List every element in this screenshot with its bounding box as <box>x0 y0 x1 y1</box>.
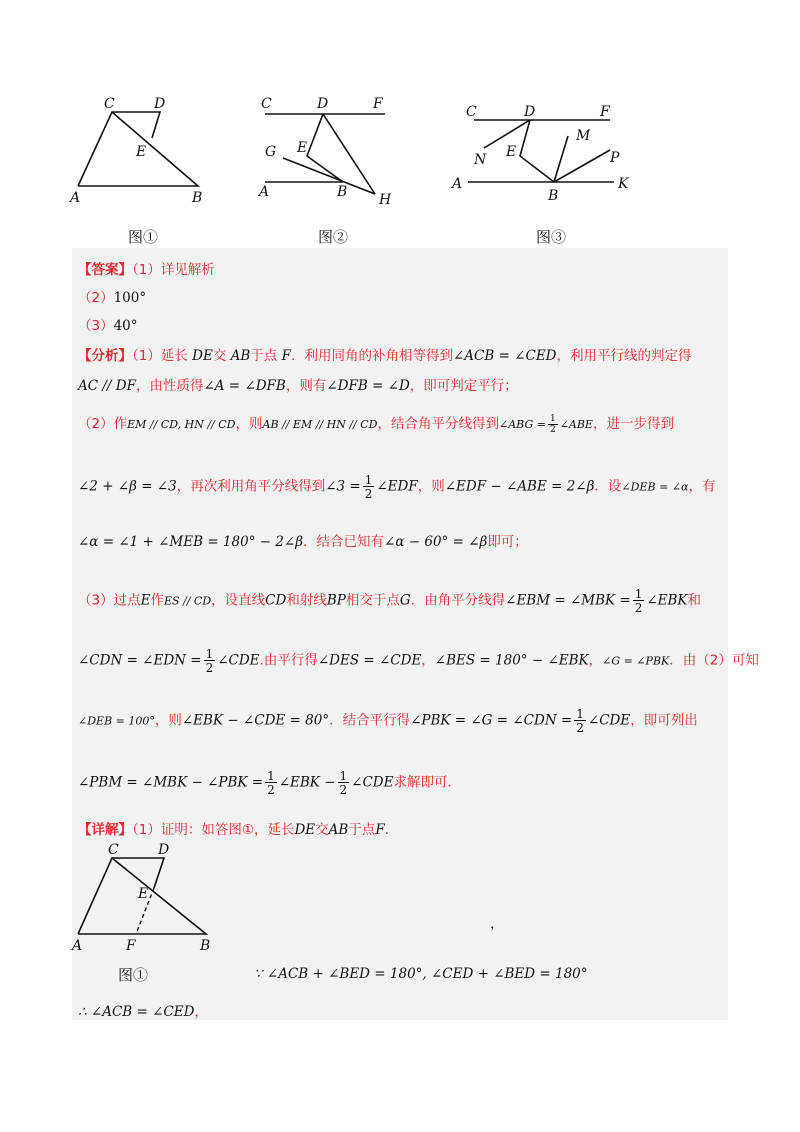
text: ，则 <box>417 478 445 495</box>
fig3-label-M: M <box>576 128 591 144</box>
figure-4 <box>68 840 218 955</box>
math: DE <box>192 348 213 364</box>
fig3-label-D: D <box>524 104 536 120</box>
text: （2）作 <box>78 416 128 432</box>
detail-comma <box>490 912 504 932</box>
math: AC // DF <box>78 378 136 394</box>
text: ， <box>194 1004 208 1020</box>
text: ，则 <box>154 712 182 729</box>
text: ，再次利用角平分线得到 <box>176 478 326 495</box>
math: ∠EBK <box>646 592 688 609</box>
math: ∠DEB = ∠α <box>621 480 689 494</box>
detail-tag: 【详解】 <box>78 822 132 838</box>
math: ∠CDE <box>217 652 260 669</box>
text: 求解即可． <box>393 774 461 791</box>
numerator: 1 <box>364 473 373 487</box>
answer-line-2 <box>78 286 146 306</box>
math: ∠ABE <box>559 418 593 431</box>
fig3-label-E: E <box>506 144 517 160</box>
analysis-line-8 <box>78 708 698 734</box>
text: 即可； <box>487 534 528 550</box>
detail-because <box>254 966 588 982</box>
fig1-label-A: A <box>70 190 81 206</box>
math: AB // EM // HN // CD <box>262 418 378 431</box>
math: ∠DEB = 100° <box>78 714 155 728</box>
math: ∵ ∠ACB + ∠BED = 180°, ∠CED + ∠BED = 180° <box>254 966 588 982</box>
analysis-line-5 <box>78 530 528 550</box>
fig4-label-F: F <box>126 938 136 954</box>
text: ．由角平分线得 <box>410 592 506 609</box>
answer-part1: （1）详见解析 <box>132 262 215 278</box>
text: ．结合平行得 <box>329 712 411 729</box>
text: ．利用同角的补角相等得到 <box>290 348 453 364</box>
text: （1）延长 <box>132 348 188 364</box>
fig1-caption: 图① <box>128 228 159 246</box>
math: ∠α − 60° = ∠β <box>384 534 488 550</box>
text: ，结合角平分线得到 <box>377 416 499 432</box>
math: ∠PBM = ∠MBK − ∠PBK = <box>78 774 264 791</box>
text: ．结合已知有 <box>303 534 385 550</box>
denominator: 2 <box>634 601 643 615</box>
numerator: 1 <box>267 769 275 783</box>
fig1-label-C: C <box>104 96 115 112</box>
analysis-line-1 <box>78 344 692 364</box>
fig4-caption: 图① <box>118 966 149 984</box>
fig2-caption: 图② <box>318 228 349 246</box>
analysis-line-7 <box>78 648 759 674</box>
figure-3 <box>448 98 648 208</box>
fig4-label-D: D <box>158 842 170 858</box>
math: ∠ACB = ∠CED <box>452 348 557 364</box>
text: ， <box>421 652 435 669</box>
text: 相交于点 <box>345 592 400 609</box>
math: ∠3 = <box>325 478 361 495</box>
fraction-half <box>204 648 216 674</box>
fig3-label-P: P <box>610 150 620 166</box>
analysis-line-6 <box>78 588 701 614</box>
fraction-half <box>633 588 645 614</box>
fraction-half <box>574 708 586 734</box>
math: ∠CDE <box>587 712 631 729</box>
fig3-caption: 图③ <box>536 228 567 246</box>
text: （1）证明：如答图①，延长 <box>132 822 295 838</box>
fig2-label-G: G <box>265 144 277 160</box>
math: F <box>281 348 291 364</box>
answer-part2-value: 100° <box>113 290 147 306</box>
math: ∠ABG = <box>499 418 546 431</box>
fig3-label-A: A <box>452 176 463 192</box>
analysis-tag: 【分析】 <box>78 348 132 364</box>
answer-line-1 <box>78 258 215 278</box>
fraction-half <box>265 770 277 796</box>
numerator: 1 <box>549 413 556 424</box>
denominator: 2 <box>549 424 556 435</box>
denominator: 2 <box>364 487 373 501</box>
denominator: 2 <box>576 721 584 735</box>
math: EM // CD, HN // CD <box>127 418 236 431</box>
text: （3）过点 <box>78 592 141 609</box>
denominator: 2 <box>205 661 214 675</box>
math: ∠BES = 180° − ∠EBK <box>434 652 589 669</box>
analysis-line-2 <box>78 374 518 394</box>
math: CD <box>265 592 287 609</box>
math: ∠DES = ∠CDE <box>317 652 422 669</box>
fig1-label-E: E <box>136 144 147 160</box>
math: AB <box>230 348 251 364</box>
numerator: 1 <box>634 587 643 601</box>
text: ， <box>588 652 603 669</box>
numerator: 1 <box>576 707 584 721</box>
text: ，即可列出 <box>630 712 698 729</box>
fig3-label-K: K <box>618 176 629 192</box>
text: 和 <box>687 592 702 609</box>
answer-tag: 【答案】 <box>78 262 132 278</box>
text: ． <box>384 822 399 838</box>
math: ∠G = ∠PBK <box>602 654 670 668</box>
math: ∠DFB = ∠D <box>326 378 410 394</box>
text: ，即可判定平行； <box>409 378 518 394</box>
math: ∠CDN = ∠EDN = <box>78 652 202 669</box>
fraction-half <box>363 474 375 500</box>
math: ES // CD <box>163 594 212 608</box>
fig4-label-E: E <box>138 886 149 902</box>
fig4-label-A: A <box>72 938 83 954</box>
text: ，则 <box>235 416 263 432</box>
answer-part3-value: 40° <box>113 318 138 334</box>
answer-part3-prefix: （3） <box>78 318 114 334</box>
math: ∠EDF <box>376 478 418 495</box>
math: ∴ ∠ACB = ∠CED <box>78 1004 195 1020</box>
text: .由平行得 <box>259 652 318 669</box>
math: G <box>399 592 411 609</box>
denominator: 2 <box>339 783 348 797</box>
numerator: 1 <box>339 769 348 783</box>
fig4-label-B: B <box>200 938 211 954</box>
math: ∠A = ∠DFB <box>203 378 286 394</box>
fraction-half <box>548 415 558 435</box>
numerator: 1 <box>205 647 214 661</box>
fig2-label-B: B <box>337 184 348 200</box>
fraction-half <box>338 770 350 796</box>
figure-1 <box>68 96 218 211</box>
fig3-label-B: B <box>548 188 559 204</box>
fig3-label-C: C <box>466 104 477 120</box>
fig2-label-A: A <box>259 184 270 200</box>
text: ，进一步得到 <box>592 416 674 432</box>
math: AB <box>328 822 349 838</box>
fig2-label-F: F <box>373 96 383 112</box>
math: ∠EBM = ∠MBK = <box>505 592 631 609</box>
text: ， <box>490 916 504 932</box>
analysis-line-4 <box>78 474 715 500</box>
analysis-line-9 <box>78 770 461 796</box>
fig2-label-C: C <box>261 96 272 112</box>
text: ，有 <box>688 478 716 495</box>
math: ∠CDE <box>351 774 394 791</box>
fig2-label-H: H <box>379 192 392 208</box>
fig3-label-F: F <box>600 104 610 120</box>
fig2-label-D: D <box>317 96 329 112</box>
math: BP <box>326 592 346 609</box>
detail-line-1 <box>78 818 398 838</box>
fig1-label-B: B <box>192 190 203 206</box>
math: ∠2 + ∠β = ∠3 <box>78 478 177 495</box>
math: DE <box>294 822 316 838</box>
answer-line-3 <box>78 314 138 334</box>
figure-2 <box>255 92 405 212</box>
math: ∠α = ∠1 + ∠MEB = 180° − 2∠β <box>78 534 304 550</box>
math: ∠PBK = ∠G = ∠CDN = <box>410 712 573 729</box>
text: ．由（2）可知 <box>669 652 759 669</box>
text: ．设 <box>594 478 622 495</box>
math: ∠EBK − <box>278 774 336 791</box>
analysis-line-3 <box>78 412 674 435</box>
denominator: 2 <box>267 783 275 797</box>
text: 于点 <box>348 822 376 838</box>
text: ，利用平行线的判定得 <box>556 348 692 364</box>
fig4-label-C: C <box>108 842 119 858</box>
text: ，设直线 <box>211 592 266 609</box>
math: ∠EBK − ∠CDE = 80° <box>181 712 330 729</box>
fig2-label-E: E <box>297 140 308 156</box>
fig1-label-D: D <box>154 96 166 112</box>
text: 和射线 <box>286 592 327 609</box>
answer-part2-prefix: （2） <box>78 290 114 306</box>
math: E <box>140 592 151 609</box>
math: ∠EDF − ∠ABE = 2∠β <box>444 478 595 495</box>
text: 于点 <box>250 348 278 364</box>
detail-therefore <box>78 1000 208 1020</box>
text: 交 <box>315 822 329 838</box>
text: 作 <box>150 592 164 609</box>
math: F <box>375 822 385 838</box>
text: 交 <box>212 348 227 364</box>
text: ，由性质得 <box>135 378 204 394</box>
fig3-label-N: N <box>474 152 487 168</box>
text: ，则有 <box>285 378 327 394</box>
